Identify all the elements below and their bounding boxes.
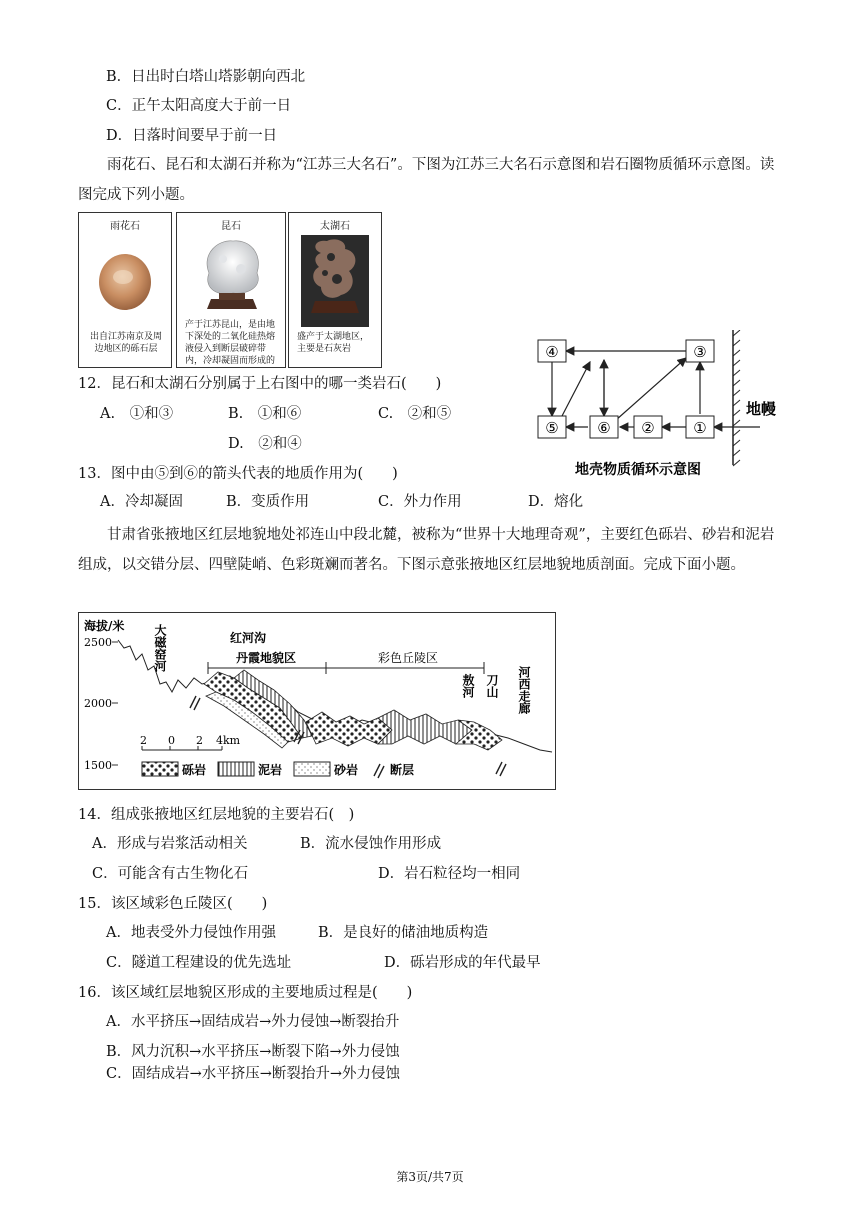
label-honghegou: 红河沟	[230, 631, 267, 645]
cycle-node-3-label: ③	[693, 343, 707, 361]
legend-fault: 断层	[390, 763, 415, 777]
q16-option-c: C．固结成岩→水平挤压→断裂抬升→外力侵蚀	[106, 1066, 401, 1082]
stone-name: 昆石	[221, 221, 241, 232]
q15-stem: 15．该区域彩色丘陵区( )	[78, 896, 268, 912]
cycle-node-1-label: ①	[693, 419, 707, 437]
label-aohe: 敖河	[461, 674, 475, 698]
legend-mud-swatch	[218, 762, 254, 776]
q12-option-c: C. ②和⑤	[378, 406, 452, 422]
q13-option-a: A．冷却凝固	[100, 494, 183, 510]
stone-desc: 盛产于太湖地区，主要是石灰岩	[297, 332, 370, 354]
legend-sand: 砂岩	[334, 763, 359, 777]
label-caise: 彩色丘陵区	[378, 651, 439, 665]
q11-option-c: C．正午太阳高度大于前一日	[106, 98, 292, 114]
scale-0: 0	[168, 734, 175, 747]
q12-stem: 12．昆石和太湖石分别属于上右图中的哪一类岩石( )	[78, 376, 442, 392]
q13-option-b: B．变质作用	[226, 494, 310, 510]
profile-ylabel: 海拔/米	[84, 619, 125, 633]
taihu-stone-image	[301, 235, 369, 327]
legend-mud: 泥岩	[258, 763, 283, 777]
cycle-caption: 地壳物质循环示意图	[575, 462, 701, 478]
ytick-2000: 2000	[84, 697, 112, 710]
q13-stem: 13．图中由⑤到⑥的箭头代表的地质作用为( )	[78, 466, 398, 482]
q16-stem: 16．该区域红层地貌区形成的主要地质过程是( )	[78, 985, 413, 1001]
q14-option-c: C．可能含有古生物化石	[92, 866, 249, 882]
label-daoshan: 刀山	[485, 674, 499, 698]
intro-paragraph-2: 甘肃省张掖地区红层地貌地处祁连山中段北麓，被称为“世界十大地理奇观”，主要红色砾岩、砂岩和泥岩组成，以交错分层、四壁陡峭、色彩斑斓而著名。下图示意张掖地区红层地貌地质剖面。完成下面小题。	[78, 527, 775, 573]
cycle-node-6-label: ⑥	[597, 419, 611, 437]
q12-option-d: D. ②和④	[228, 436, 302, 452]
q15-option-c: C．隧道工程建设的优先选址	[106, 955, 292, 971]
stone-desc: 产于江苏昆山，是由地下深处的二氧化硅热熔液侵入到断层破碎带内，冷却凝固而形成的	[185, 320, 276, 366]
cycle-node-5-label: ⑤	[545, 419, 559, 437]
scale-2: 2	[196, 734, 203, 747]
q12-option-b: B. ①和⑥	[228, 406, 302, 422]
q14-option-b: B．流水侵蚀作用形成	[300, 836, 442, 852]
cycle-node-4-label: ④	[545, 343, 559, 361]
q16-option-a: A．水平挤压→固结成岩→外力侵蚀→断裂抬升	[106, 1014, 400, 1030]
q13-option-c: C．外力作用	[378, 494, 462, 510]
yuhua-stone-image	[93, 249, 157, 313]
stone-card-kun	[176, 212, 286, 368]
stone-name: 雨花石	[110, 221, 140, 232]
q14-option-a: A．形成与岩浆活动相关	[92, 836, 248, 852]
q16-option-b: B．风力沉积→水平挤压→断裂下陷→外力侵蚀	[106, 1044, 400, 1060]
scale-4km: 4km	[216, 734, 241, 747]
scale-2-left: 2	[140, 734, 147, 747]
legend-gravel-swatch	[142, 762, 178, 776]
q11-option-b: B．日出时白塔山塔影朝向西北	[106, 69, 306, 85]
stone-desc: 出自江苏南京及周边地区的砾石层	[89, 332, 162, 354]
mantle-label: 地幔	[746, 400, 777, 418]
q13-option-d: D．熔化	[528, 494, 584, 510]
q14-option-d: D．岩石粒径均一相同	[378, 866, 521, 882]
q12-option-a: A. ①和③	[100, 406, 174, 422]
stone-name: 太湖石	[320, 221, 350, 232]
label-danxia: 丹霞地貌区	[236, 651, 297, 665]
cycle-node-2-label: ②	[641, 419, 655, 437]
q14-stem: 14．组成张掖地区红层地貌的主要岩石( )	[78, 807, 355, 823]
stone-card-taihu	[288, 212, 382, 368]
rock-cycle-diagram	[528, 330, 788, 480]
ytick-1500: 1500	[84, 759, 112, 772]
q15-option-a: A．地表受外力侵蚀作用强	[106, 925, 276, 941]
kun-stone-image	[197, 233, 267, 317]
legend-sand-swatch	[294, 762, 330, 776]
label-hexi: 河西走廊	[517, 666, 531, 714]
stone-card-yuhua	[78, 212, 172, 368]
label-daci-river: 大磁窑河	[153, 624, 167, 672]
ytick-2500: 2500	[84, 636, 112, 649]
geological-profile	[78, 612, 556, 790]
legend-gravel: 砾岩	[182, 763, 207, 777]
intro-paragraph-1: 雨花石、昆石和太湖石并称为“江苏三大名石”。下图为江苏三大名石示意图和岩石圈物质循环示意图。读图完成下列小题。	[78, 157, 775, 203]
page-footer: 第3页/共7页	[396, 1170, 464, 1184]
q15-option-d: D．砾岩形成的年代最早	[384, 955, 541, 971]
q11-option-d: D．日落时间要早于前一日	[106, 128, 278, 144]
q15-option-b: B．是良好的储油地质构造	[318, 925, 489, 941]
